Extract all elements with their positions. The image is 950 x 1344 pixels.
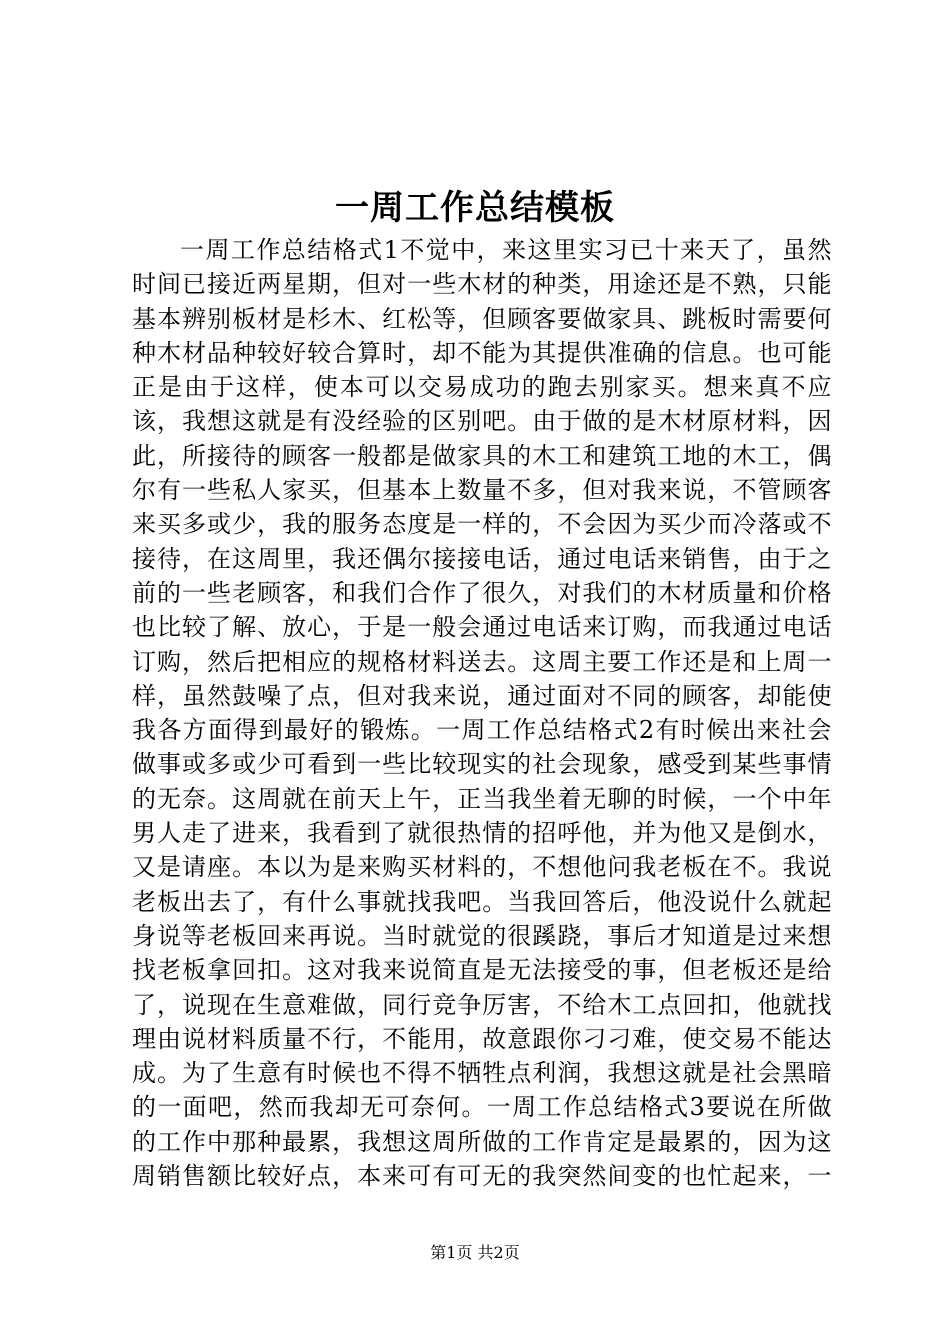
- body-paragraph: 一周工作总结格式1不觉中，来这里实习已十来天了，虽然时间已接近两星期，但对一些木材的种类，用途还是不熟，只能基本辨别板材是杉木、红松等，但顾客要做家具、跳板时需要何种木材品种较好较合算时，却不能为其提供准确的信息。也可能正是由于这样，使本可以交易成功的跑去别家买。想来真不应该，我想这就是有没经验的区别吧。由于做的是木材原材料，因此，所接待的顾客一般都是做家具的木工和建筑工地的木工，偶尔有一些私人家买，但基本上数量不多，但对我来说，不管顾客来买多或少，我的服务态度是一样的，不会因为买少而冷落或不接待，在这周里，我还偶尔接接电话，通过电话来销售，由于之前的一些老顾客，和我们合作了很久，对我们的木材质量和价格也比较了解、放心，于是一般会通过电话来订购，而我通过电话订购，然后把相应的规格材料送去。这周主要工作还是和上周一样，虽然鼓噪了点，但对我来说，通过面对不同的顾客，却能使我各方面得到最好的锻炼。一周工作总结格式2有时候出来社会做事或多或少可看到一些比较现实的社会现象，感受到某些事情的无奈。这周就在前天上午，正当我坐着无聊的时候，一个中年男人走了进来，我看到了就很热情的招呼他，并为他又是倒水，又是请座。本以为是来购买材料的，不想他问我老板在不。我说老板出去了，有什么事就找我吧。当我回答后，他没说什么就起身说等老板回来再说。当时就觉的很蹊跷，事后才知道是过来想找老板拿回扣。这对我来说简直是无法接受的事，但老板还是给了，说现在生意难做，同行竞争厉害，不给木工点回扣，他就找理由说材料质量不行，不能用，故意跟你刁刁难，使交易不能达成。为了生意有时候也不得不牺牲点利润，我想这就是社会黑暗的一面吧，然而我却无可奈何。一周工作总结格式3要说在所做的工作中那种最累，我想这周所做的工作肯定是最累的，因为这周销售额比较好点，本来可有可无的我突然间变的也忙起来，一: [132, 236, 832, 1191]
- page-footer: 第1页 共2页: [430, 1243, 520, 1262]
- document-title: 一周工作总结模板: [335, 188, 615, 228]
